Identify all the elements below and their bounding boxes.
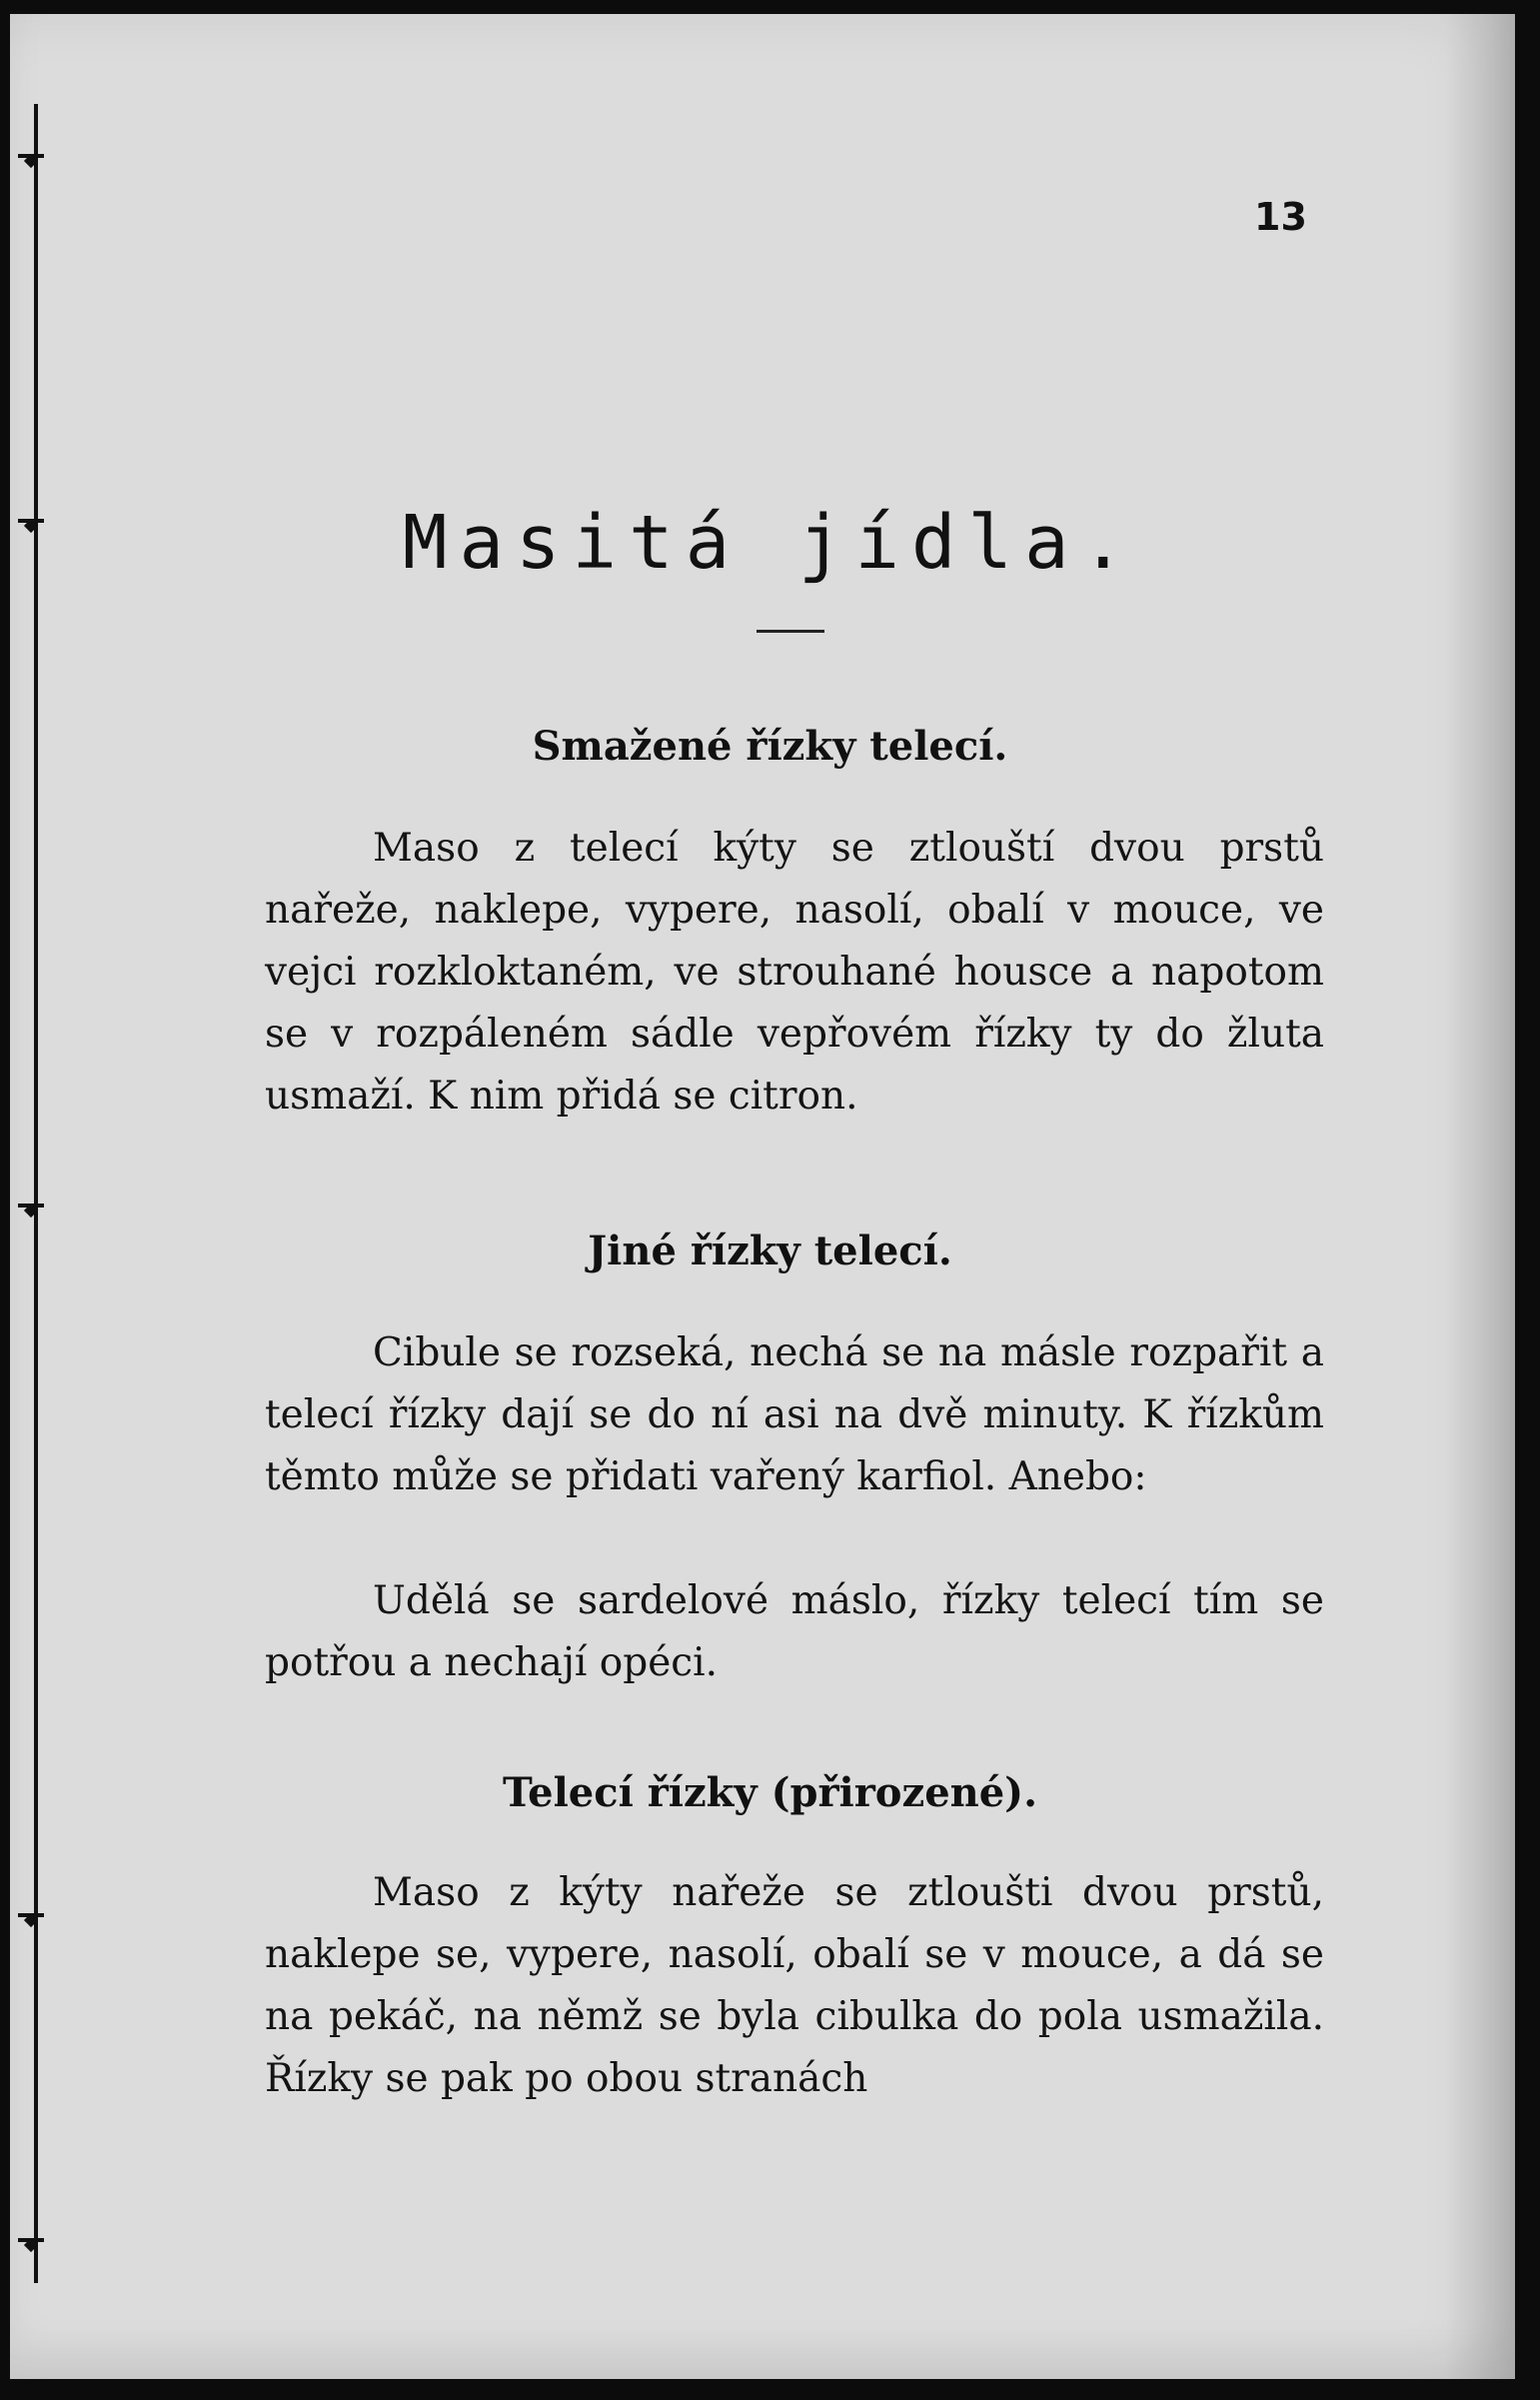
section-paragraph: Maso z kýty nařeže se ztloušti dvou prstů, naklepe se, vypere, nasolí, obalí se v mouce, a dá se na pekáč, na němž se byla cibulka do pola usmažila. Řízky se pak po obou stranách xyxy=(265,1870,1324,2101)
section-paragraph: Udělá se sardelové máslo, řízky telecí tím se potřou a nechají opéci. xyxy=(265,1578,1324,1685)
section-paragraph: Maso z telecí kýty se ztlouští dvou prstů nařeže, naklepe, vypere, nasolí, obalí v mouce, ve vejci rozkloktaném, ve strouhané housce a napotom se v rozpáleném sádle vepřovém řízky ty do žluta usmaží. K nim přidá se citron. xyxy=(265,826,1324,1119)
binding-mark xyxy=(18,154,44,164)
section-paragraph: Cibule se rozseká, nechá se na másle rozpařit a telecí řízky dají se do ní asi na dvě minuty. K řízkům těmto může se přidati vařený karfiol. Anebo: xyxy=(265,1330,1324,1499)
binding-edge xyxy=(34,104,38,2283)
binding-mark xyxy=(18,1913,44,1923)
binding-mark xyxy=(18,2238,44,2248)
page-edge-shadow xyxy=(1445,14,1515,2379)
page-number: 13 xyxy=(1254,195,1307,239)
section-heading: Telecí řízky (přirozené). xyxy=(502,1769,1038,1816)
binding-mark xyxy=(18,1203,44,1213)
section-heading: Smažené řízky telecí. xyxy=(532,723,1008,770)
chapter-title: Masitá jídla. xyxy=(402,500,1138,586)
title-divider xyxy=(757,630,824,633)
section-heading: Jiné řízky telecí. xyxy=(588,1227,952,1274)
